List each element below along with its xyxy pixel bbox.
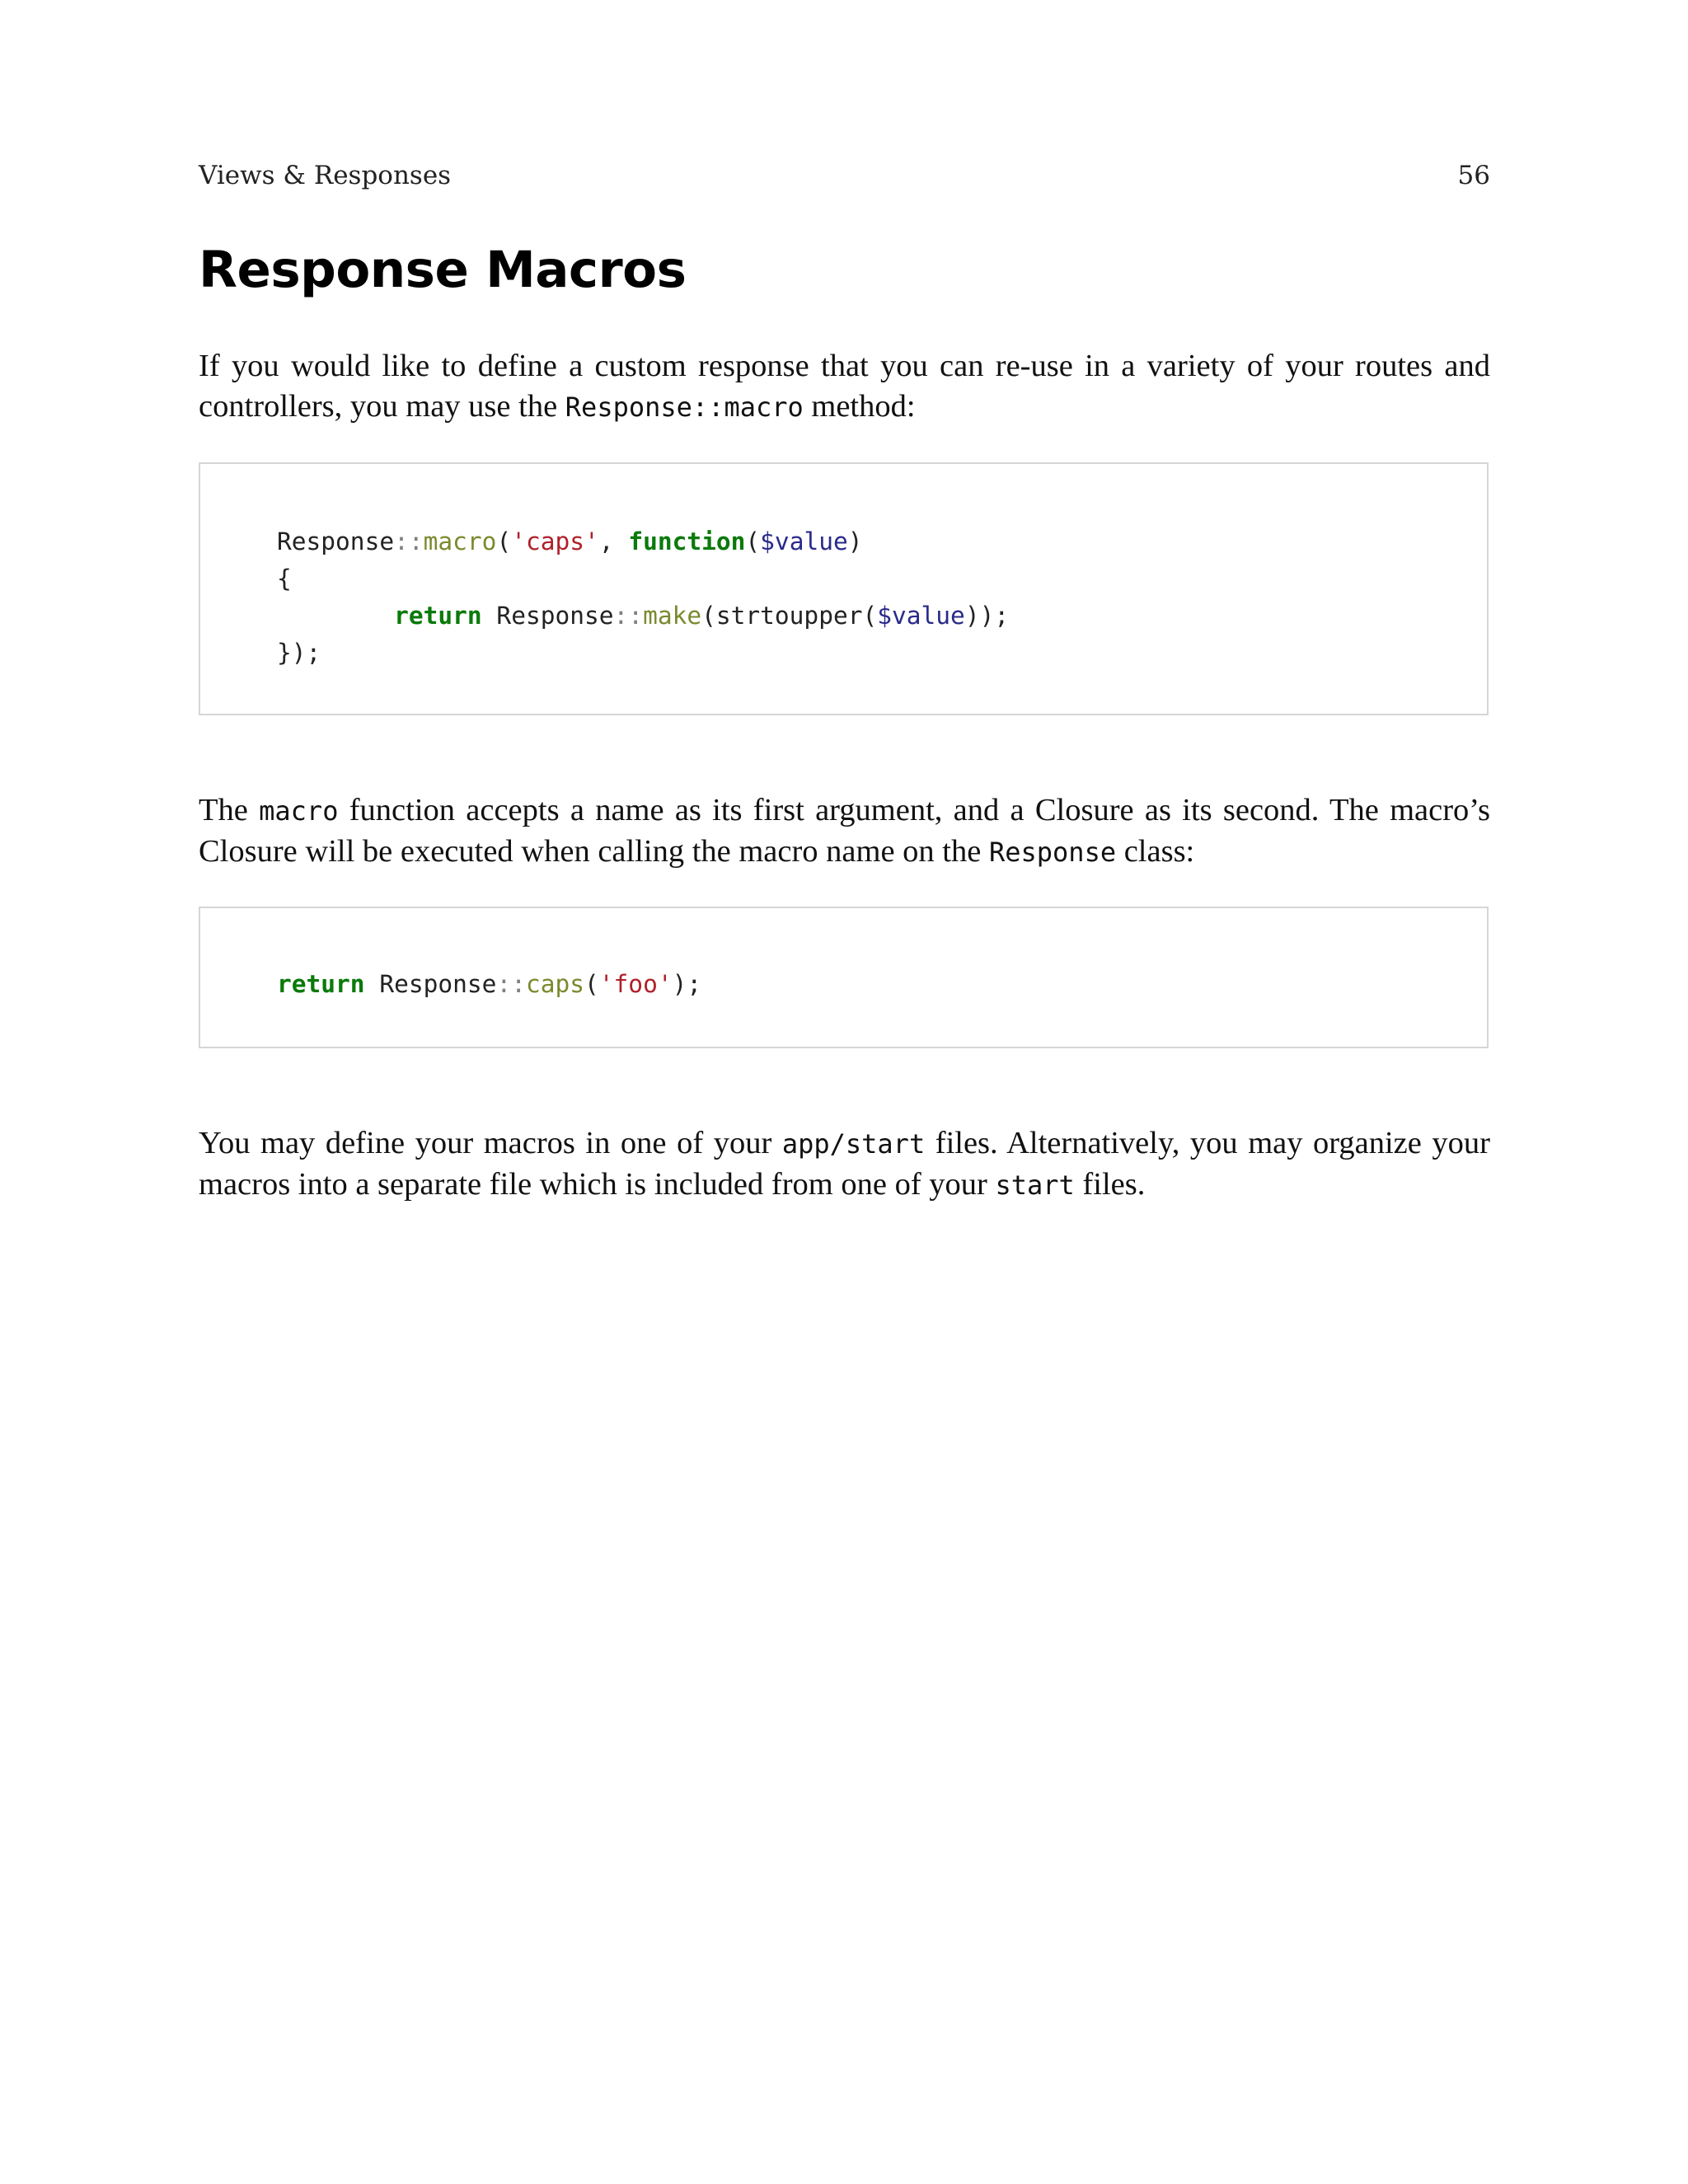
code-token: , bbox=[598, 527, 629, 555]
inline-code-response-macro: Response::macro bbox=[565, 391, 804, 423]
code-token: ( bbox=[584, 970, 599, 998]
code-line-4: }); bbox=[277, 639, 321, 667]
code-token: macro bbox=[423, 527, 497, 555]
code-token: )); bbox=[964, 602, 1010, 630]
code-token: 'caps' bbox=[511, 527, 599, 555]
code-content bbox=[277, 966, 701, 1003]
code-token: return bbox=[394, 602, 482, 630]
code-block-macro-call bbox=[199, 907, 1489, 1048]
code-line-2: { bbox=[277, 565, 292, 593]
macro-location-paragraph bbox=[199, 1123, 1490, 1206]
code-token: 'foo' bbox=[598, 970, 673, 998]
code-token: $value bbox=[877, 602, 965, 630]
paragraph-text: method: bbox=[803, 389, 916, 424]
code-token: make bbox=[643, 602, 702, 630]
paragraph-text: function accepts a name as its first argument, and a Closure as its second. The macro’s Closure will be executed when calling the macro name on the bbox=[199, 793, 1490, 869]
paragraph-text: If you would like to define a custom response that you can re-use in a variety of your routes and controllers, you may use the bbox=[199, 349, 1490, 424]
code-line-1 bbox=[277, 527, 863, 555]
paragraph-text: The bbox=[199, 793, 260, 827]
inline-code-response: Response bbox=[988, 837, 1117, 868]
code-token: ( bbox=[745, 527, 761, 555]
code-token: Response bbox=[277, 527, 395, 555]
code-indent bbox=[277, 602, 394, 630]
section-title: Response Macros bbox=[199, 241, 687, 299]
code-token: :: bbox=[613, 602, 644, 630]
paragraph-text: You may define your macros in one of your bbox=[199, 1126, 782, 1160]
code-line-1 bbox=[277, 970, 701, 998]
running-header bbox=[199, 161, 1490, 197]
code-token: ( bbox=[496, 527, 512, 555]
code-content bbox=[277, 523, 1009, 672]
intro-paragraph bbox=[199, 346, 1490, 428]
code-token: :: bbox=[496, 970, 526, 998]
code-token: :: bbox=[394, 527, 424, 555]
inline-code-start: start bbox=[995, 1169, 1075, 1201]
code-token: caps bbox=[525, 970, 585, 998]
chapter-title: Views & Responses bbox=[199, 161, 452, 190]
code-token: Response bbox=[364, 970, 497, 998]
code-token: return bbox=[277, 970, 365, 998]
code-token: ) bbox=[847, 527, 863, 555]
code-token: Response bbox=[481, 602, 614, 630]
page-number: 56 bbox=[1457, 161, 1490, 190]
code-token: $value bbox=[760, 527, 848, 555]
code-token: ); bbox=[672, 970, 702, 998]
code-token: (strtoupper( bbox=[701, 602, 878, 630]
code-token: function bbox=[628, 527, 746, 555]
inline-code-macro: macro bbox=[259, 795, 339, 827]
code-block-macro-definition bbox=[199, 462, 1489, 715]
paragraph-text: files. bbox=[1074, 1167, 1146, 1202]
code-line-3 bbox=[277, 602, 1009, 630]
macro-explanation-paragraph bbox=[199, 790, 1490, 873]
inline-code-app-start: app/start bbox=[781, 1128, 926, 1160]
paragraph-text: files. Alternatively, you may organize your macros into a separate file which is included from one of your bbox=[199, 1126, 1490, 1202]
paragraph-text: class: bbox=[1116, 834, 1195, 869]
